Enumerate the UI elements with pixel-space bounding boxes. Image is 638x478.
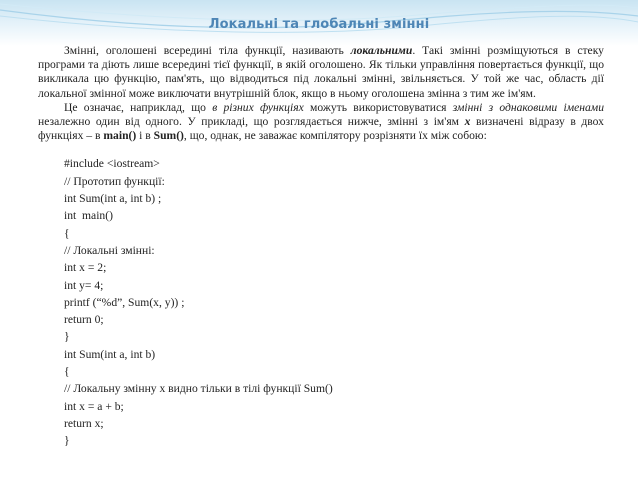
phrase-different-functions: в різних функціях bbox=[212, 100, 304, 114]
paragraph2-text-4: визначені відразу в двох функціях – в bbox=[38, 115, 604, 143]
code-line: return x; bbox=[64, 416, 104, 430]
code-line: printf (“%d”, Sum(x, y)) ; bbox=[64, 295, 185, 309]
code-line: int Sum(int a, int b) ; bbox=[64, 192, 162, 206]
paragraph-same-names bbox=[38, 101, 604, 144]
code-line: int main() bbox=[64, 209, 113, 223]
paragraph1-text-end: . Такі змінні розміщуються в стеку програми та діють лише всередині тієї функції, в якій оголошено. Як тільки управління повертається функції, що викликала цю функцію, пам'ять, що відводиться під локальні змінні, звільняється. У той же час, область дії локальної змінної може виключати внутрішній блок, якщо в ньому оголошена змінна з тим же ім'ям. bbox=[38, 44, 604, 100]
code-line: // Прототип функції: bbox=[64, 174, 165, 188]
code-line: // Локальні змінні: bbox=[64, 243, 155, 257]
code-listing bbox=[64, 155, 604, 449]
paragraph2-text-5: і в bbox=[136, 129, 154, 143]
page-title: Локальні та глобальні змінні bbox=[208, 17, 430, 32]
paragraph2-text-2: можуть використовуватися bbox=[303, 100, 453, 114]
paragraph2-text-1: Це означає, наприклад, що bbox=[64, 100, 213, 114]
code-line: int x = 2; bbox=[64, 261, 107, 275]
slide-content bbox=[38, 44, 604, 449]
code-line: #include <iostream> bbox=[64, 157, 160, 171]
phrase-same-names: змінні з однаковими іменами bbox=[452, 100, 604, 114]
code-line: return 0; bbox=[64, 313, 104, 327]
term-local: локальними bbox=[350, 44, 413, 57]
code-line: int y= 4; bbox=[64, 278, 104, 292]
paragraph2-text-6: , що, однак, не заважає компілятору розрізняти їх між собою: bbox=[183, 129, 487, 143]
code-line: int Sum(int a, int b) bbox=[64, 347, 156, 361]
title-banner bbox=[0, 0, 638, 46]
code-line: } bbox=[64, 434, 70, 448]
func-main: main() bbox=[103, 129, 137, 143]
code-line: int x = a + b; bbox=[64, 399, 124, 413]
paragraph-local-variables bbox=[38, 44, 604, 101]
var-x: x bbox=[464, 115, 471, 129]
paragraph1-text-start: Змінні, оголошені всередині тіла функції, називають bbox=[64, 44, 351, 57]
paragraph2-text-3: незалежно один від одного. У прикладі, що розглядається нижче, змінні з ім'ям bbox=[38, 115, 465, 129]
code-line: // Локальну змінну x видно тільки в тілі функції Sum() bbox=[64, 382, 333, 396]
code-line: } bbox=[64, 330, 70, 344]
code-line: { bbox=[64, 364, 70, 378]
code-line: { bbox=[64, 226, 70, 240]
func-sum: Sum() bbox=[153, 129, 184, 143]
